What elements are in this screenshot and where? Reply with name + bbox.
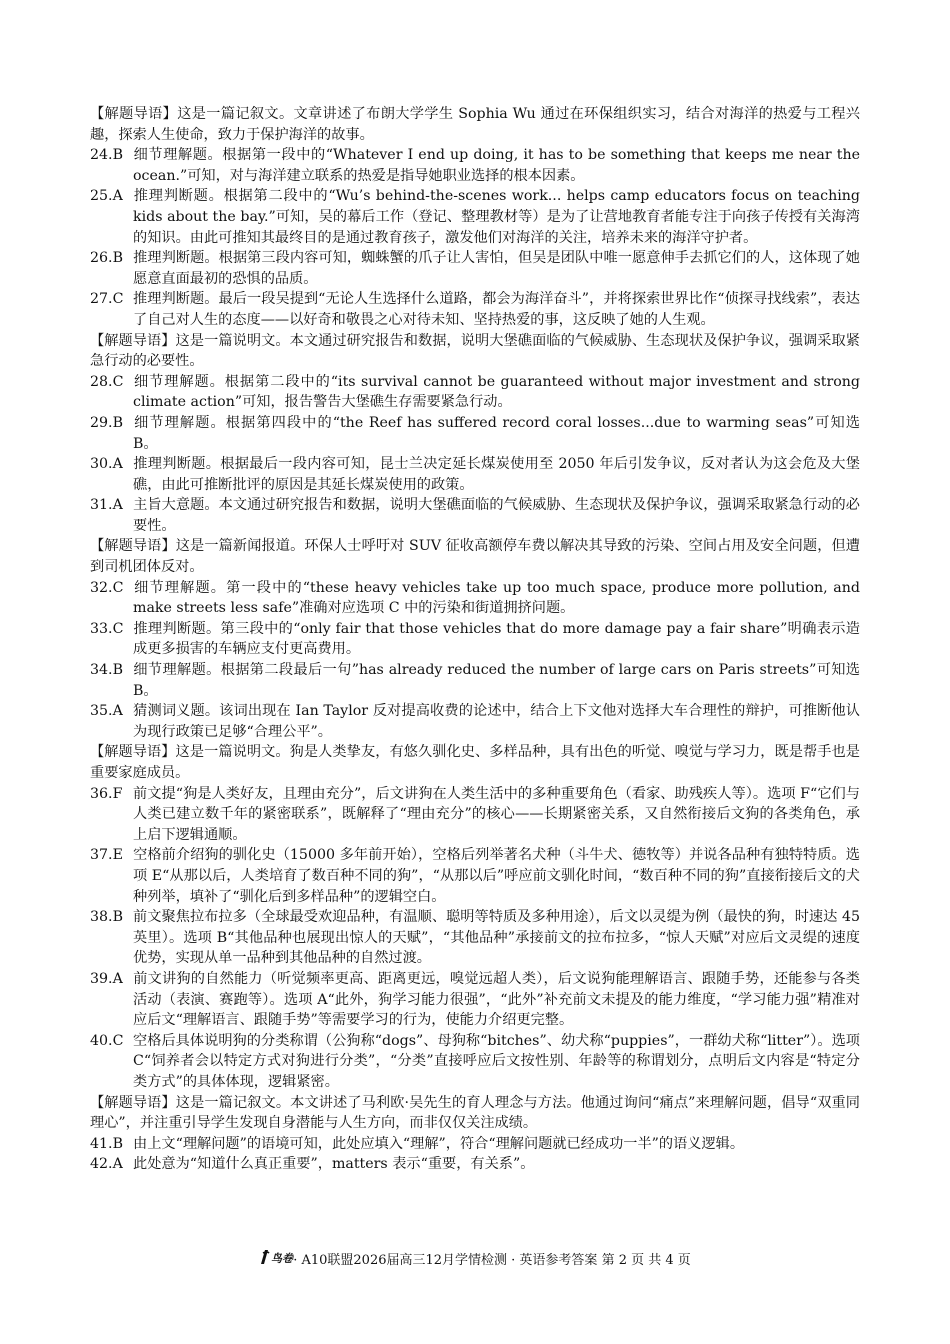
answer-number: 36.F bbox=[90, 785, 123, 802]
answer-number: 34.B bbox=[90, 662, 123, 679]
reading-guide-paragraph: 【解题导语】这是一篇记叙文。文章讲述了布朗大学学生 Sophia Wu 通过在环保组织实习，结合对海洋的热爱与工程兴趣，探索人生使命，致力于保护海洋的故事。 bbox=[90, 106, 860, 143]
answer-explanation: 空格前介绍狗的驯化史（15000 多年前开始），空格后列举著名犬种（斗牛犬、德牧等）并说各品种有独特特质。选项 E“从那以后，人类培育了数百种不同的狗”，“从那以后”呼应前文驯化时间，“数百种不同的狗”直接衔接后文的犬种列举，填补了“驯化后到多样品种”的逻辑空白。 bbox=[133, 847, 860, 905]
answer-item bbox=[90, 845, 860, 907]
answer-number: 30.A bbox=[90, 456, 123, 473]
answer-number: 42.A bbox=[90, 1156, 123, 1173]
answer-explanation: 主旨大意题。本文通过研究报告和数据，说明大堡礁面临的气候威胁、生态现状及保护争议，强调采取紧急行动的必要性。 bbox=[133, 497, 860, 534]
answer-number: 31.A bbox=[90, 497, 123, 514]
answer-number: 41.B bbox=[90, 1135, 123, 1152]
answer-item bbox=[90, 289, 860, 330]
answer-item bbox=[90, 495, 860, 536]
answer-number: 27.C bbox=[90, 291, 124, 308]
answer-number: 39.A bbox=[90, 970, 123, 987]
answer-explanation: 猜测词义题。该词出现在 Ian Taylor 反对提高收费的论述中，结合上下文他对选择大车合理性的辩护，可推断他认为现行政策已足够“合理公平”。 bbox=[133, 703, 860, 740]
answer-item bbox=[90, 660, 860, 701]
footer-text: · A10联盟2026届高三12月学情检测 · 英语参考答案 第 2 页 共 4 页 bbox=[293, 1253, 691, 1268]
answer-number: 40.C bbox=[90, 1032, 124, 1049]
page-footer bbox=[0, 1248, 950, 1273]
answer-explanation: 前文聚焦拉布拉多（全球最受欢迎品种，有温顺、聪明等特质及多种用途），后文以灵缇为例（最快的狗，时速达 45 英里）。选项 B“其他品种也展现出惊人的天赋”，“其他品种”承接前文的拉布拉多，“惊人天赋”对应后文灵缇的速度优势，实现从单一品种到其他品种的自然过渡。 bbox=[133, 909, 860, 967]
answer-number: 35.A bbox=[90, 703, 123, 720]
answer-explanation: 推理判断题。根据最后一段内容可知，昆士兰决定延长煤炭使用至 2050 年后引发争议，反对者认为这会危及大堡礁，由此可推断批评的原因是其延长煤炭使用的政策。 bbox=[133, 456, 860, 493]
answer-number: 24.B bbox=[90, 147, 123, 164]
answer-item bbox=[90, 413, 860, 454]
answer-explanation: 由上文“理解问题”的语境可知，此处应填入“理解”，符合“理解问题就已经成功一半”的语义逻辑。 bbox=[133, 1135, 745, 1152]
answer-number: 25.A bbox=[90, 188, 123, 205]
svg-text:鸟卷: 鸟卷 bbox=[271, 1252, 294, 1265]
answer-explanation: 此处意为“知道什么真正重要”，matters 表示“重要，有关系”。 bbox=[133, 1156, 535, 1173]
reading-guide-paragraph: 【解题导语】这是一篇说明文。本文通过研究报告和数据，说明大堡礁面临的气候威胁、生态现状及保护争议，强调采取紧急行动的必要性。 bbox=[90, 332, 860, 370]
reading-guide-paragraph: 【解题导语】这是一篇新闻报道。环保人士呼吁对 SUV 征收高额停车费以解决其导致的污染、空间占用及安全问题，但遭到司机团体反对。 bbox=[90, 538, 860, 576]
answer-explanation: 细节理解题。根据第四段中的“the Reef has suffered record coral losses...due to warming seas”可知选 B。 bbox=[133, 414, 860, 452]
answer-number: 37.E bbox=[90, 847, 123, 864]
answer-item bbox=[90, 248, 860, 289]
answer-item bbox=[90, 145, 860, 186]
answer-number: 32.C bbox=[90, 579, 124, 596]
answer-number: 29.B bbox=[90, 414, 123, 431]
answer-item bbox=[90, 372, 860, 413]
answer-number: 38.B bbox=[90, 909, 123, 926]
reading-guide-paragraph: 【解题导语】这是一篇记叙文。本文讲述了马利欧·吴先生的育人理念与方法。他通过询问“痛点”来理解问题，倡导“双重同理心”，并注重引导学生发现自身潜能与人生方向，而非仅仅关注成绩。 bbox=[90, 1094, 860, 1132]
answer-item bbox=[90, 907, 860, 969]
answer-number: 28.C bbox=[90, 373, 124, 390]
answer-item bbox=[90, 1134, 860, 1155]
answer-item bbox=[90, 1154, 860, 1175]
answer-explanation: 推理判断题。第三段中的“only fair that those vehicles that do more damage pay a fair share”明确表示造成更多损害的车辆应支付更高费用。 bbox=[133, 620, 860, 658]
answer-explanation: 细节理解题。根据第一段中的“Whatever I end up doing, it has to be something that keeps me near the ocean.”可知，对与海洋建立联系的热爱是指导她职业选择的根本因素。 bbox=[133, 147, 860, 184]
answer-item bbox=[90, 454, 860, 495]
answer-explanation: 前文讲狗的自然能力（听觉频率更高、距离更远，嗅觉远超人类），后文说狗能理解语言、跟随手势，还能参与各类活动（表演、赛跑等）。选项 A“此外，狗学习能力很强”，“此外”补充前文未提及的能力维度，“学习能力强”精准对应后文“理解语言、跟随手势”等需要学习的行为，使能力介绍更完整。 bbox=[133, 970, 860, 1029]
reading-guide-paragraph: 【解题导语】这是一篇说明文。狗是人类挚友，有悠久驯化史、多样品种，具有出色的听觉、嗅觉与学习力，既是帮手也是重要家庭成员。 bbox=[90, 744, 860, 781]
answer-explanation: 空格后具体说明狗的分类称谓（公狗称“dogs”、母狗称“bitches”、幼犬称“puppies”，一群幼犬称“litter”）。选项 C“饲养者会以特定方式对狗进行分类”，“分类”直接呼应后文按性别、年龄等的称谓划分，点明后文内容是“特定分类方式”的具体体现，逻辑紧密。 bbox=[133, 1032, 860, 1090]
answer-explanation: 前文提“狗是人类好友，且理由充分”，后文讲狗在人类生活中的多种重要角色（看家、助残疾人等）。选项 F“它们与人类已建立数千年的紧密联系”，既解释了“理由充分”的核心——长期紧密关系，又自然衔接后文狗的各类角色，承上启下逻辑通顺。 bbox=[133, 785, 860, 843]
answer-item bbox=[90, 1031, 860, 1093]
answer-item bbox=[90, 186, 860, 248]
answer-item bbox=[90, 701, 860, 742]
answer-explanation: 细节理解题。第一段中的“these heavy vehicles take up too much space, produce more pollution, and make streets less safe”准确对应选项 C 中的污染和街道拥挤问题。 bbox=[133, 579, 860, 617]
answer-explanation: 细节理解题。根据第二段最后一句”has already reduced the number of large cars on Paris streets”可知选 B。 bbox=[133, 662, 860, 699]
answer-item bbox=[90, 578, 860, 619]
answer-explanation: 推理判断题。根据第二段中的“Wu’s behind-the-scenes work... helps camp educators focus on teaching kids about the bay.”可知，吴的幕后工作（登记、整理教材等）是为了让营地教育者能专注于向孩子传授有关海湾的知识。由此可推知其最终目的是通过教育孩子，激发他们对海洋的关注，培养未来的海洋守护者。 bbox=[133, 188, 860, 246]
answer-explanation: 细节理解题。根据第二段中的“its survival cannot be guaranteed without major investment and strong climate action”可知，报告警告大堡礁生存需要紧急行动。 bbox=[133, 373, 860, 411]
answer-item bbox=[90, 784, 860, 846]
answer-item bbox=[90, 969, 860, 1031]
answer-explanation: 推理判断题。最后一段吴提到“无论人生选择什么道路，都会为海洋奋斗”，并将探索世界比作“侦探寻找线索”，表达了自己对人生的态度——以好奇和敬畏之心对待未知、坚持热爱的事，这反映了她的人生观。 bbox=[133, 291, 860, 328]
answer-number: 33.C bbox=[90, 620, 124, 637]
answer-item bbox=[90, 619, 860, 660]
publisher-logo-icon bbox=[259, 1248, 294, 1273]
answer-content bbox=[90, 104, 860, 1175]
answer-explanation: 推理判断题。根据第三段内容可知，蜘蛛蟹的爪子让人害怕，但吴是团队中唯一愿意伸手去抓它们的人，这体现了她愿意直面最初的恐惧的品质。 bbox=[133, 250, 860, 287]
answer-number: 26.B bbox=[90, 250, 123, 267]
